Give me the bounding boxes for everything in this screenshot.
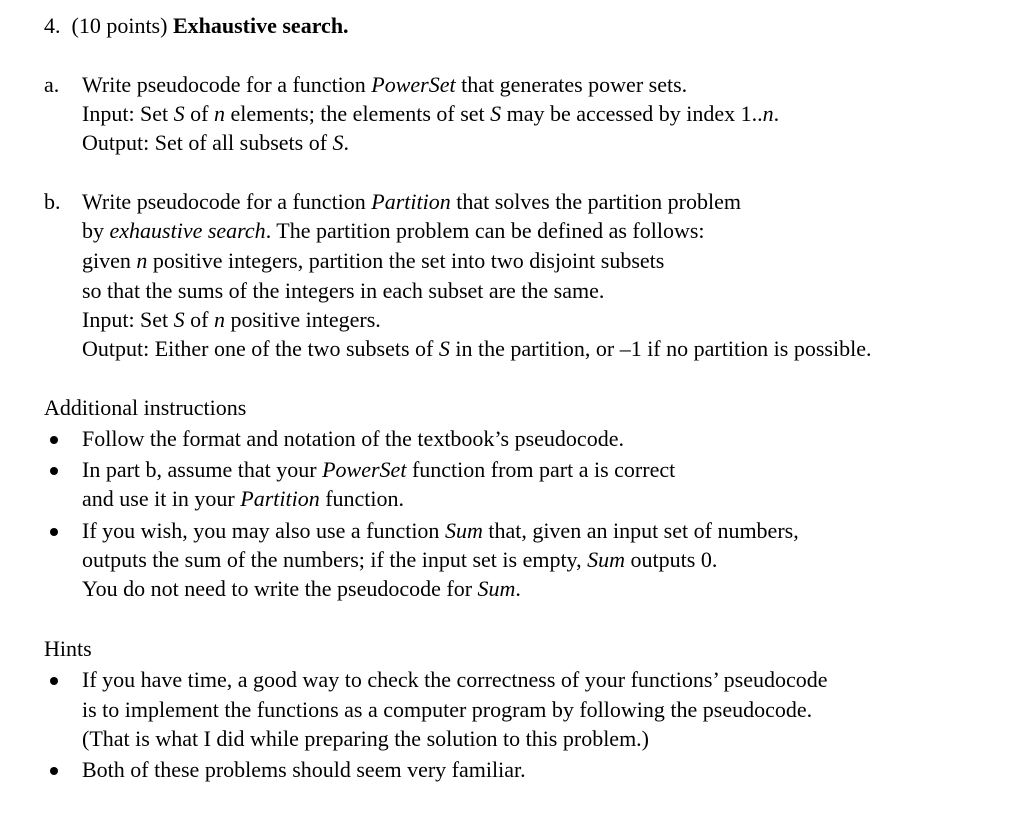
additional-item-3-line-2: outputs the sum of the numbers; if the input set is empty, Sum outputs 0. [82,547,718,572]
additional-item-2-line-2: and use it in your Partition function. [82,486,405,511]
additional-item-3-line-3: You do not need to write the pseudocode for Sum. [82,576,521,601]
part-a-line-1: Write pseudocode for a function PowerSet that generates power sets. [82,72,688,97]
additional-item-3-line-1: If you wish, you may also use a function Sum that, given an input set of numbers, [82,518,799,543]
part-a-input: Input: Set S of n elements; the elements of set S may be accessed by index 1..n. [82,101,780,126]
hint-1-line-3: (That is what I did while preparing the solution to this problem.) [82,726,650,751]
hint-2: Both of these problems should seem very familiar. [82,757,526,782]
part-b-output: Output: Either one of the two subsets of S in the partition, or –1 if no partition is possible. [82,336,872,361]
part-a-output: Output: Set of all subsets of S. [82,130,350,155]
part-b-line-1: Write pseudocode for a function Partition that solves the partition problem [82,189,741,214]
part-b-line-3: given n positive integers, partition the set into two disjoint subsets [82,248,665,273]
part-b-label: b. [44,189,61,214]
bullet-icon [50,767,58,775]
question-heading: Exhaustive search. [172,13,349,38]
bullet-icon [50,467,58,475]
part-a-label: a. [44,72,60,97]
part-b-line-2: by exhaustive search. The partition problem can be defined as follows: [82,218,705,243]
part-b-line-4: so that the sums of the integers in each subset are the same. [82,278,605,303]
hint-1-line-1: If you have time, a good way to check the correctness of your functions’ pseudocode [82,667,828,692]
question-title [44,13,349,39]
bullet-icon [50,528,58,536]
hint-1-line-2: is to implement the functions as a computer program by following the pseudocode. [82,697,813,722]
additional-item-1: Follow the format and notation of the textbook’s pseudocode. [82,426,624,451]
additional-item-2-line-1: In part b, assume that your PowerSet function from part a is correct [82,457,676,482]
additional-heading: Additional instructions [44,395,247,420]
question-points: (10 points) [71,13,168,38]
part-b-input: Input: Set S of n positive integers. [82,307,381,332]
bullet-icon [50,677,58,685]
hints-heading: Hints [44,636,92,661]
question-number: 4. [44,13,61,38]
bullet-icon [50,436,58,444]
